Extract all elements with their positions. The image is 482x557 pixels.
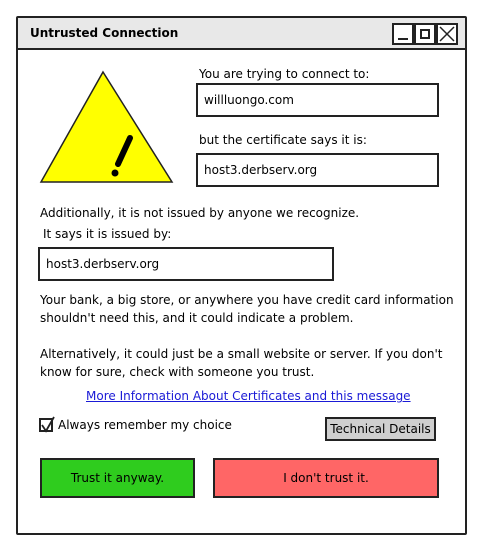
issuer-field[interactable]: host3.derbserv.org <box>38 247 334 281</box>
technical-details-button[interactable]: Technical Details <box>325 417 436 441</box>
more-info-link[interactable]: More Information About Certificates and this message <box>86 389 411 403</box>
paragraph-1-line-1: Your bank, a big store, or anywhere you have credit card information <box>40 293 454 307</box>
additional-text: Additionally, it is not issued by anyone we recognize. <box>40 206 360 220</box>
paragraph-1-line-2: shouldn't need this, and it could indicate a problem. <box>40 311 354 325</box>
window-title: Untrusted Connection <box>30 26 179 40</box>
remember-checkbox[interactable] <box>39 418 53 432</box>
maximize-button[interactable] <box>414 23 436 45</box>
warning-icon <box>38 68 178 188</box>
connect-field[interactable]: willluongo.com <box>196 83 439 117</box>
paragraph-2-line-1: Alternatively, it could just be a small website or server. If you don't <box>40 347 443 361</box>
paragraph-2-line-2: know for sure, check with someone you trust. <box>40 365 315 379</box>
certificate-field[interactable]: host3.derbserv.org <box>196 153 439 187</box>
close-button[interactable] <box>436 23 458 45</box>
checkmark-icon <box>40 416 56 434</box>
trust-button[interactable]: Trust it anyway. <box>40 458 195 498</box>
distrust-button[interactable]: I don't trust it. <box>213 458 439 498</box>
issuer-label: It says it is issued by: <box>43 227 172 241</box>
certificate-label: but the certificate says it is: <box>199 133 367 147</box>
minimize-button[interactable] <box>392 23 414 45</box>
close-icon <box>438 25 456 43</box>
connect-label: You are trying to connect to: <box>199 67 370 81</box>
remember-label: Always remember my choice <box>58 418 232 432</box>
title-bar <box>18 18 465 50</box>
